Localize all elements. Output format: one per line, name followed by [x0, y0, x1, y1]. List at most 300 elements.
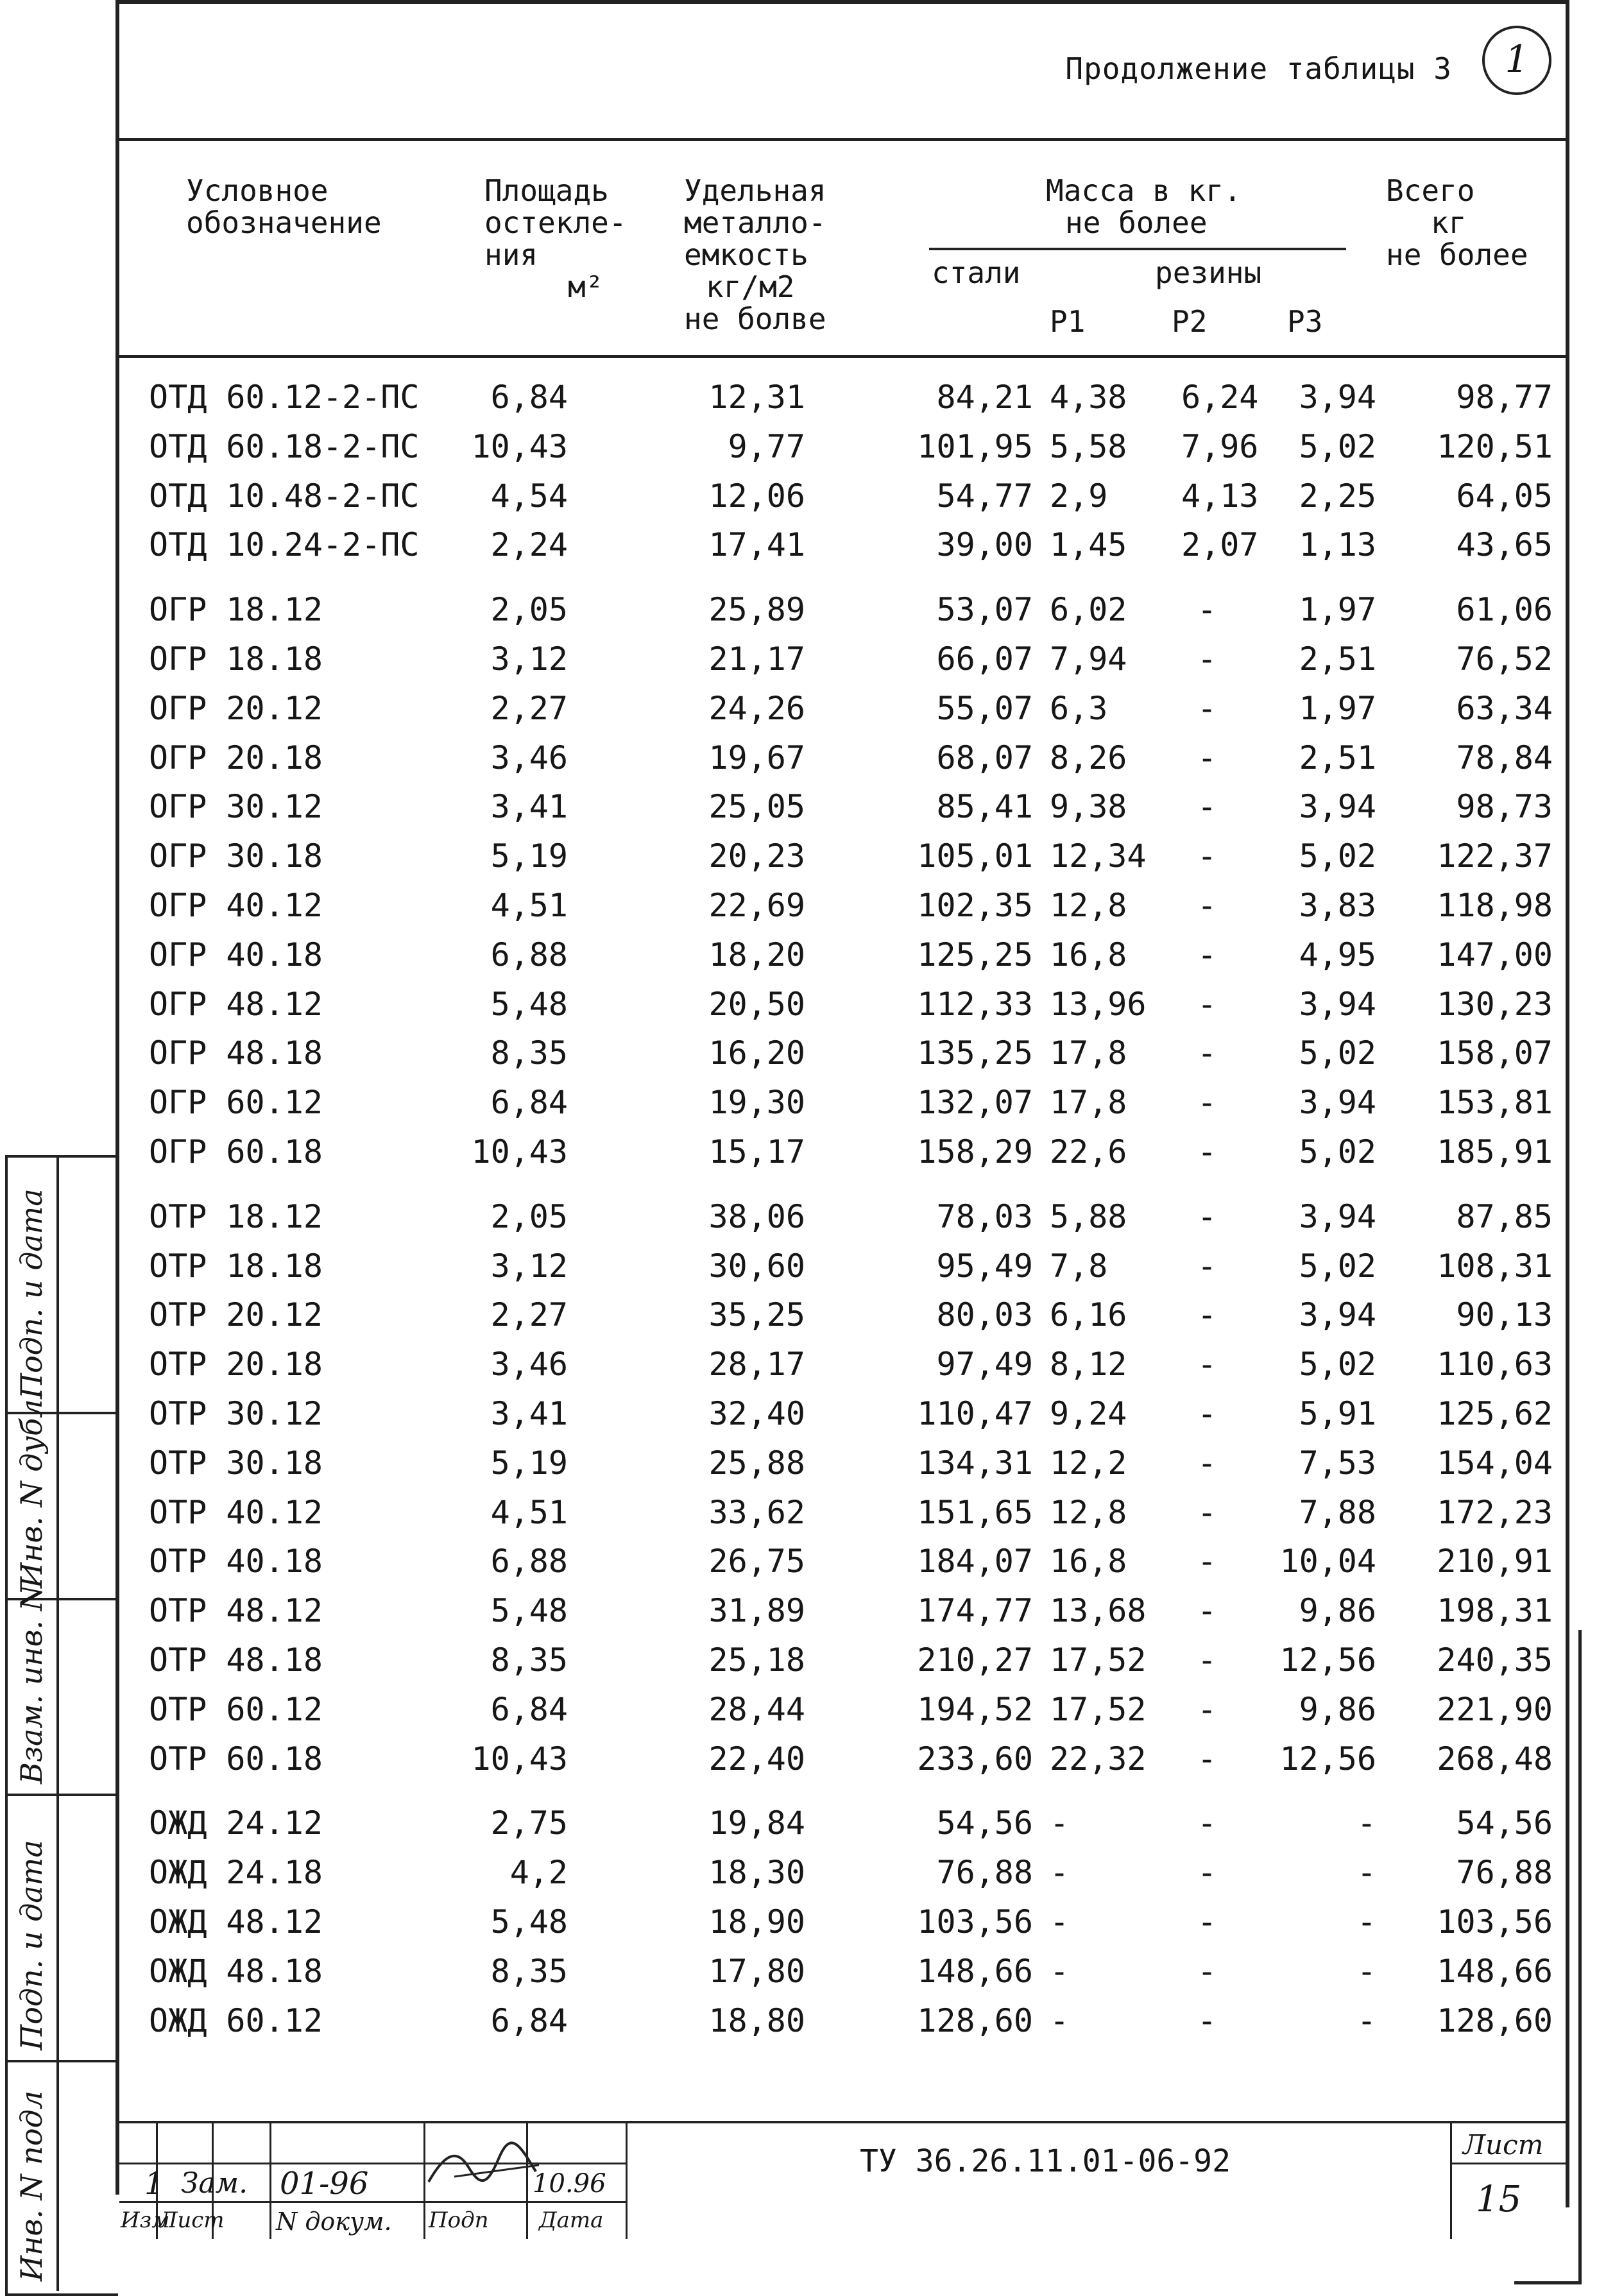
- cell-glazing-area: 6,84: [490, 379, 568, 416]
- cell-mass-steel: 158,29: [917, 1133, 1033, 1170]
- cell-mass-rubber-p1: 22,6: [1050, 1133, 1127, 1170]
- cell-designation: ОГР 20.18: [149, 739, 323, 776]
- cell-mass-steel: 151,65: [917, 1493, 1033, 1531]
- cell-mass-rubber-p2: -: [1197, 1133, 1217, 1170]
- cell-mass-rubber-p2: -: [1197, 936, 1217, 973]
- cell-designation: ОТР 40.12: [149, 1493, 323, 1531]
- cell-total-mass: 122,37: [1437, 837, 1553, 875]
- cell-specific-metal: 25,05: [708, 788, 805, 826]
- cell-mass-steel: 66,07: [936, 640, 1033, 678]
- cell-specific-metal: 25,89: [708, 591, 805, 629]
- header-mass-2: не болee: [1065, 205, 1208, 240]
- cell-specific-metal: 21,17: [708, 640, 805, 678]
- cell-designation: ОТР 60.12: [149, 1690, 323, 1728]
- header-area-2: остекле-: [484, 205, 627, 240]
- cell-specific-metal: 35,25: [708, 1296, 805, 1334]
- cell-glazing-area: 2,24: [490, 526, 568, 564]
- cell-mass-steel: 134,31: [917, 1444, 1033, 1482]
- header-mass-1: Масса в кг.: [1046, 173, 1242, 208]
- cell-total-mass: 110,63: [1437, 1346, 1553, 1384]
- cell-designation: ОГР 30.12: [149, 788, 323, 826]
- cell-specific-metal: 18,80: [708, 2001, 805, 2039]
- cell-specific-metal: 20,23: [708, 837, 805, 875]
- cell-mass-rubber-p1: 1,45: [1050, 526, 1127, 564]
- table-row: [119, 1444, 1566, 1489]
- cell-mass-rubber-p1: 9,38: [1050, 788, 1127, 826]
- cell-mass-steel: 135,25: [917, 1034, 1033, 1072]
- cell-mass-rubber-p3: 2,25: [1299, 477, 1376, 515]
- cell-total-mass: 76,88: [1456, 1854, 1553, 1892]
- cell-mass-rubber-p1: -: [1050, 2001, 1070, 2039]
- cell-designation: ОГР 60.12: [149, 1084, 323, 1122]
- cell-mass-rubber-p2: -: [1197, 1247, 1217, 1285]
- cell-mass-rubber-p3: -: [1356, 2001, 1376, 2039]
- cell-mass-rubber-p2: -: [1197, 689, 1217, 727]
- cell-mass-steel: 78,03: [936, 1197, 1033, 1235]
- cell-mass-rubber-p2: -: [1197, 837, 1217, 875]
- table-row: [119, 986, 1566, 1031]
- signature-icon: [423, 2132, 545, 2196]
- cell-mass-rubber-p3: 3,94: [1299, 985, 1376, 1023]
- cell-total-mass: 172,23: [1437, 1493, 1553, 1531]
- cell-mass-rubber-p1: 13,68: [1050, 1592, 1147, 1630]
- cell-glazing-area: 3,12: [490, 640, 568, 678]
- table-row: [119, 1198, 1566, 1243]
- table-row: [119, 1691, 1566, 1736]
- cell-mass-rubber-p3: 5,02: [1299, 837, 1376, 875]
- cell-mass-steel: 233,60: [917, 1740, 1033, 1778]
- cell-glazing-area: 5,19: [490, 1444, 568, 1482]
- cell-mass-steel: 174,77: [917, 1592, 1033, 1630]
- title-block-top-rule: [119, 2121, 1566, 2123]
- cell-mass-rubber-p1: 6,3: [1050, 689, 1108, 727]
- cell-mass-steel: 125,25: [917, 936, 1033, 973]
- cell-total-mass: 54,56: [1456, 1804, 1553, 1842]
- cell-mass-rubber-p2: -: [1197, 591, 1217, 629]
- cell-mass-rubber-p3: 3,94: [1299, 788, 1376, 826]
- cell-specific-metal: 33,62: [708, 1493, 805, 1531]
- cell-specific-metal: 18,90: [708, 1903, 805, 1940]
- cell-total-mass: 103,56: [1437, 1903, 1553, 1940]
- cell-total-mass: 78,84: [1456, 739, 1553, 776]
- cell-mass-rubber-p3: 7,88: [1299, 1493, 1376, 1531]
- cell-mass-steel: 102,35: [917, 887, 1033, 924]
- cell-designation: ОТР 40.18: [149, 1543, 323, 1581]
- cell-mass-rubber-p3: 10,04: [1279, 1543, 1376, 1581]
- cell-total-mass: 221,90: [1437, 1690, 1553, 1728]
- cell-designation: ОТР 30.18: [149, 1444, 323, 1482]
- cell-mass-steel: 76,88: [936, 1854, 1033, 1892]
- cell-specific-metal: 19,84: [708, 1804, 805, 1842]
- cell-glazing-area: 5,48: [490, 985, 568, 1023]
- cell-mass-steel: 53,07: [936, 591, 1033, 629]
- cell-mass-rubber-p2: -: [1197, 1493, 1217, 1531]
- cell-total-mass: 125,62: [1437, 1395, 1553, 1432]
- cell-specific-metal: 18,20: [708, 936, 805, 973]
- cell-designation: ОТР 60.18: [149, 1740, 323, 1778]
- table-row: [119, 1494, 1566, 1539]
- margin-podp-data-2: Подп. и дата: [14, 1188, 49, 1399]
- cell-glazing-area: 4,2: [509, 1854, 568, 1892]
- cell-mass-rubber-p1: 17,8: [1050, 1034, 1127, 1072]
- table-row: [119, 1543, 1566, 1588]
- header-area-unit: м²: [568, 270, 604, 304]
- cell-mass-rubber-p2: -: [1197, 1296, 1217, 1334]
- cell-mass-rubber-p1: 7,94: [1050, 640, 1127, 678]
- cell-total-mass: 130,23: [1437, 985, 1553, 1023]
- cell-mass-rubber-p3: 5,91: [1299, 1395, 1376, 1432]
- cell-total-mass: 128,60: [1437, 2001, 1553, 2039]
- cell-glazing-area: 2,75: [490, 1804, 568, 1842]
- cell-mass-rubber-p2: -: [1197, 788, 1217, 826]
- table-row: [119, 936, 1566, 981]
- continuation-label: Продолжение таблицы 3: [1065, 51, 1452, 86]
- cell-mass-rubber-p3: 12,56: [1279, 1641, 1376, 1679]
- cell-designation: ОЖД 48.12: [149, 1903, 323, 1940]
- table-row: [119, 1740, 1566, 1785]
- cell-mass-rubber-p3: 5,02: [1299, 1346, 1376, 1384]
- cell-specific-metal: 19,67: [708, 739, 805, 776]
- cell-designation: ОГР 30.18: [149, 837, 323, 875]
- cell-mass-rubber-p1: 17,52: [1050, 1690, 1147, 1728]
- cell-mass-rubber-p2: -: [1197, 1740, 1217, 1778]
- cell-designation: ОТР 30.12: [149, 1395, 323, 1432]
- cell-mass-rubber-p3: 9,86: [1299, 1690, 1376, 1728]
- sheet-marker: 1: [1482, 26, 1551, 95]
- cell-designation: ОЖД 60.12: [149, 2001, 323, 2039]
- cell-mass-rubber-p1: 16,8: [1050, 936, 1127, 973]
- col-data-label: Дата: [539, 2207, 604, 2233]
- cell-designation: ОТР 18.12: [149, 1197, 323, 1235]
- cell-mass-rubber-p3: 3,94: [1299, 379, 1376, 416]
- cell-specific-metal: 15,17: [708, 1133, 805, 1170]
- cell-total-mass: 90,13: [1456, 1296, 1553, 1334]
- cell-glazing-area: 3,41: [490, 788, 568, 826]
- cell-designation: ОТР 20.18: [149, 1346, 323, 1384]
- table-row: [119, 1641, 1566, 1686]
- cell-mass-rubber-p2: -: [1197, 887, 1217, 924]
- cell-mass-rubber-p3: 9,86: [1299, 1592, 1376, 1630]
- table-row: [119, 591, 1566, 636]
- cell-mass-rubber-p3: 12,56: [1279, 1740, 1376, 1778]
- header-spec-4: кг/м2: [706, 270, 795, 304]
- cell-designation: ОТР 48.18: [149, 1641, 323, 1679]
- table-row: [119, 690, 1566, 735]
- cell-mass-rubber-p2: -: [1197, 2001, 1217, 2039]
- header-rubber-p2: Р2: [1172, 304, 1208, 339]
- cell-glazing-area: 4,54: [490, 477, 568, 515]
- margin-inv-podl: Инв. N подл: [14, 2090, 49, 2281]
- cell-designation: ОТД 10.24-2-ПС: [149, 526, 420, 564]
- cell-glazing-area: 4,51: [490, 887, 568, 924]
- cell-mass-rubber-p2: -: [1197, 1034, 1217, 1072]
- cell-specific-metal: 25,88: [708, 1444, 805, 1482]
- cell-glazing-area: 2,27: [490, 1296, 568, 1334]
- cell-mass-rubber-p1: 5,88: [1050, 1197, 1127, 1235]
- cell-mass-steel: 54,56: [936, 1804, 1033, 1842]
- cell-mass-rubber-p2: -: [1197, 1690, 1217, 1728]
- table-row: [119, 477, 1566, 522]
- col-podp-label: Подп: [429, 2207, 489, 2233]
- cell-specific-metal: 20,50: [708, 985, 805, 1023]
- table-row: [119, 1804, 1566, 1849]
- cell-mass-rubber-p1: 17,52: [1050, 1641, 1147, 1679]
- cell-glazing-area: 6,84: [490, 1084, 568, 1122]
- cell-total-mass: 98,73: [1456, 788, 1553, 826]
- col-izm-label: Изм: [121, 2207, 170, 2233]
- header-area-1: Площадь: [484, 173, 609, 208]
- cell-mass-rubber-p1: 22,32: [1050, 1740, 1147, 1778]
- sheet-number: 15: [1476, 2179, 1522, 2220]
- cell-mass-rubber-p2: -: [1197, 1444, 1217, 1482]
- sheet-label: Лиcт: [1463, 2129, 1544, 2161]
- cell-specific-metal: 12,06: [708, 477, 805, 515]
- cell-designation: ОТД 60.12-2-ПС: [149, 379, 420, 416]
- cell-mass-steel: 97,49: [936, 1346, 1033, 1384]
- cell-glazing-area: 10,43: [471, 1740, 568, 1778]
- cell-mass-steel: 95,49: [936, 1247, 1033, 1285]
- cell-mass-rubber-p3: 5,02: [1299, 427, 1376, 465]
- cell-glazing-area: 8,35: [490, 1641, 568, 1679]
- col-ndoc-label: N докум.: [276, 2207, 392, 2236]
- cell-mass-rubber-p2: -: [1197, 1395, 1217, 1432]
- table-row: [119, 788, 1566, 833]
- cell-mass-rubber-p1: -: [1050, 1854, 1070, 1892]
- cell-mass-rubber-p3: -: [1356, 1952, 1376, 1990]
- page-corner-mark-bottom: [1514, 2281, 1582, 2284]
- cell-designation: ОЖД 24.12: [149, 1804, 323, 1842]
- cell-total-mass: 108,31: [1437, 1247, 1553, 1285]
- cell-mass-rubber-p1: 17,8: [1050, 1084, 1127, 1122]
- cell-mass-steel: 55,07: [936, 689, 1033, 727]
- margin-podp-data-1: Подп. и дата: [14, 1840, 49, 2050]
- cell-mass-rubber-p2: -: [1197, 1084, 1217, 1122]
- cell-total-mass: 43,65: [1456, 526, 1553, 564]
- cell-glazing-area: 8,35: [490, 1034, 568, 1072]
- cell-total-mass: 198,31: [1437, 1592, 1553, 1630]
- cell-mass-rubber-p2: 4,13: [1181, 477, 1259, 515]
- cell-mass-rubber-p1: 12,2: [1050, 1444, 1127, 1482]
- cell-specific-metal: 18,30: [708, 1854, 805, 1892]
- table-top-rule: [119, 138, 1566, 141]
- cell-glazing-area: 3,41: [490, 1395, 568, 1432]
- cell-mass-rubber-p1: 6,02: [1050, 591, 1127, 629]
- cell-specific-metal: 9,77: [728, 427, 805, 465]
- cell-mass-steel: 80,03: [936, 1296, 1033, 1334]
- cell-specific-metal: 28,17: [708, 1346, 805, 1384]
- change-document: 01-96: [280, 2166, 369, 2202]
- cell-mass-rubber-p2: -: [1197, 640, 1217, 678]
- cell-total-mass: 185,91: [1437, 1133, 1553, 1170]
- table-row: [119, 1592, 1566, 1637]
- cell-mass-rubber-p1: 9,24: [1050, 1395, 1127, 1432]
- cell-mass-rubber-p3: 3,94: [1299, 1197, 1376, 1235]
- table-row: [119, 1953, 1566, 1998]
- cell-glazing-area: 4,51: [490, 1493, 568, 1531]
- cell-glazing-area: 5,19: [490, 837, 568, 875]
- cell-mass-rubber-p1: -: [1050, 1903, 1070, 1940]
- cell-designation: ОТД 10.48-2-ПС: [149, 477, 420, 515]
- cell-specific-metal: 19,30: [708, 1084, 805, 1122]
- cell-mass-rubber-p3: 4,95: [1299, 936, 1376, 973]
- table-row: [119, 1854, 1566, 1899]
- table-row: [119, 837, 1566, 882]
- header-spec-3: емкость: [684, 237, 808, 272]
- cell-total-mass: 64,05: [1456, 477, 1553, 515]
- cell-total-mass: 118,98: [1437, 887, 1553, 924]
- cell-mass-steel: 68,07: [936, 739, 1033, 776]
- cell-specific-metal: 30,60: [708, 1247, 805, 1285]
- cell-mass-steel: 128,60: [917, 2001, 1033, 2039]
- table-row: [119, 640, 1566, 685]
- cell-designation: ОЖД 48.18: [149, 1952, 323, 1990]
- header-mass-rule: [929, 248, 1346, 250]
- cell-mass-rubber-p3: 5,02: [1299, 1133, 1376, 1170]
- cell-mass-rubber-p1: -: [1050, 1952, 1070, 1990]
- cell-total-mass: 63,34: [1456, 689, 1553, 727]
- cell-glazing-area: 5,48: [490, 1592, 568, 1630]
- cell-mass-rubber-p1: 16,8: [1050, 1543, 1127, 1581]
- header-rubber-p1: Р1: [1050, 304, 1086, 339]
- margin-vzam-inv: Взам. инв. N: [14, 1585, 49, 1784]
- cell-mass-rubber-p1: 12,8: [1050, 1493, 1127, 1531]
- table-row: [119, 379, 1566, 424]
- cell-glazing-area: 6,84: [490, 1690, 568, 1728]
- cell-mass-rubber-p1: 4,38: [1050, 379, 1127, 416]
- table-row: [119, 1247, 1566, 1292]
- cell-mass-rubber-p2: -: [1197, 1197, 1217, 1235]
- cell-mass-rubber-p1: -: [1050, 1804, 1070, 1842]
- cell-designation: ОГР 40.18: [149, 936, 323, 973]
- cell-glazing-area: 10,43: [471, 427, 568, 465]
- cell-total-mass: 154,04: [1437, 1444, 1553, 1482]
- cell-specific-metal: 28,44: [708, 1690, 805, 1728]
- cell-total-mass: 268,48: [1437, 1740, 1553, 1778]
- header-spec-2: металло-: [684, 205, 826, 240]
- cell-mass-rubber-p1: 13,96: [1050, 985, 1147, 1023]
- cell-total-mass: 210,91: [1437, 1543, 1553, 1581]
- cell-mass-rubber-p2: -: [1197, 1641, 1217, 1679]
- cell-glazing-area: 5,48: [490, 1903, 568, 1940]
- cell-specific-metal: 17,80: [708, 1952, 805, 1990]
- cell-mass-rubber-p2: -: [1197, 1804, 1217, 1842]
- document-code: ТУ 36.26.11.01-06-92: [860, 2143, 1231, 2179]
- cell-mass-rubber-p2: -: [1197, 1854, 1217, 1892]
- cell-mass-rubber-p1: 2,9: [1050, 477, 1108, 515]
- cell-designation: ОГР 18.12: [149, 591, 323, 629]
- cell-mass-rubber-p3: 5,02: [1299, 1034, 1376, 1072]
- cell-glazing-area: 6,88: [490, 1543, 568, 1581]
- cell-designation: ОГР 18.18: [149, 640, 323, 678]
- header-steel: стали: [932, 255, 1021, 290]
- cell-mass-steel: 210,27: [917, 1641, 1033, 1679]
- cell-mass-rubber-p2: -: [1197, 985, 1217, 1023]
- cell-specific-metal: 16,20: [708, 1034, 805, 1072]
- table-row: [119, 1133, 1566, 1178]
- cell-glazing-area: 2,05: [490, 1197, 568, 1235]
- margin-inv-dubl: Инв. N дубл.: [14, 1389, 49, 1588]
- cell-mass-steel: 110,47: [917, 1395, 1033, 1432]
- cell-mass-rubber-p3: 5,02: [1299, 1247, 1376, 1285]
- cell-mass-rubber-p3: -: [1356, 1854, 1376, 1892]
- cell-designation: ОТР 48.12: [149, 1592, 323, 1630]
- cell-mass-rubber-p3: 1,97: [1299, 689, 1376, 727]
- cell-mass-steel: 39,00: [936, 526, 1033, 564]
- cell-mass-rubber-p1: 7,8: [1050, 1247, 1108, 1285]
- cell-mass-steel: 105,01: [917, 837, 1033, 875]
- cell-mass-rubber-p1: 8,12: [1050, 1346, 1127, 1384]
- header-total-1: Всего: [1386, 173, 1475, 208]
- cell-mass-rubber-p3: 3,83: [1299, 887, 1376, 924]
- cell-specific-metal: 24,26: [708, 689, 805, 727]
- cell-designation: ОТР 18.18: [149, 1247, 323, 1285]
- cell-mass-rubber-p1: 12,8: [1050, 887, 1127, 924]
- cell-mass-rubber-p1: 5,58: [1050, 427, 1127, 465]
- table-row: [119, 1296, 1566, 1341]
- cell-mass-steel: 194,52: [917, 1690, 1033, 1728]
- table-row: [119, 1395, 1566, 1440]
- cell-mass-rubber-p3: 2,51: [1299, 640, 1376, 678]
- cell-designation: ОТД 60.18-2-ПС: [149, 427, 420, 465]
- cell-mass-steel: 84,21: [936, 379, 1033, 416]
- cell-mass-rubber-p2: -: [1197, 1346, 1217, 1384]
- table-row: [119, 428, 1566, 473]
- header-rubber: резины: [1155, 255, 1262, 290]
- header-rubber-p3: Р3: [1287, 304, 1323, 339]
- change-number: 1: [144, 2166, 164, 2202]
- cell-designation: ОГР 40.12: [149, 887, 323, 924]
- table-row: [119, 1084, 1566, 1129]
- cell-specific-metal: 22,40: [708, 1740, 805, 1778]
- cell-total-mass: 147,00: [1437, 936, 1553, 973]
- cell-specific-metal: 26,75: [708, 1543, 805, 1581]
- cell-mass-rubber-p1: 6,16: [1050, 1296, 1127, 1334]
- header-spec-5: не болве: [684, 302, 826, 336]
- cell-mass-rubber-p2: -: [1197, 1952, 1217, 1990]
- cell-mass-steel: 101,95: [917, 427, 1033, 465]
- cell-mass-rubber-p2: -: [1197, 739, 1217, 776]
- cell-mass-rubber-p3: 1,97: [1299, 591, 1376, 629]
- header-spec-1: Удельная: [684, 173, 826, 208]
- cell-total-mass: 61,06: [1456, 591, 1553, 629]
- cell-mass-steel: 54,77: [936, 477, 1033, 515]
- cell-mass-rubber-p2: 6,24: [1181, 379, 1259, 416]
- cell-mass-rubber-p2: -: [1197, 1543, 1217, 1581]
- cell-glazing-area: 3,46: [490, 1346, 568, 1384]
- table-row: [119, 1346, 1566, 1391]
- cell-specific-metal: 25,18: [708, 1641, 805, 1679]
- frame-top-border: [119, 0, 1566, 4]
- cell-glazing-area: 6,84: [490, 2001, 568, 2039]
- cell-glazing-area: 3,46: [490, 739, 568, 776]
- cell-mass-rubber-p3: 3,94: [1299, 1296, 1376, 1334]
- header-total-3: не более: [1386, 237, 1528, 272]
- cell-total-mass: 87,85: [1456, 1197, 1553, 1235]
- cell-specific-metal: 31,89: [708, 1592, 805, 1630]
- table-row: [119, 2002, 1566, 2047]
- cell-glazing-area: 8,35: [490, 1952, 568, 1990]
- table-row: [119, 526, 1566, 571]
- cell-specific-metal: 38,06: [708, 1197, 805, 1235]
- col-list-label: Лист: [159, 2207, 225, 2233]
- header-total-2: кг: [1431, 205, 1467, 240]
- table-row: [119, 1903, 1566, 1948]
- cell-mass-steel: 132,07: [917, 1084, 1033, 1122]
- cell-mass-rubber-p2: -: [1197, 1903, 1217, 1940]
- cell-designation: ОГР 20.12: [149, 689, 323, 727]
- page-corner-mark: [1578, 1630, 1582, 2284]
- cell-total-mass: 76,52: [1456, 640, 1553, 678]
